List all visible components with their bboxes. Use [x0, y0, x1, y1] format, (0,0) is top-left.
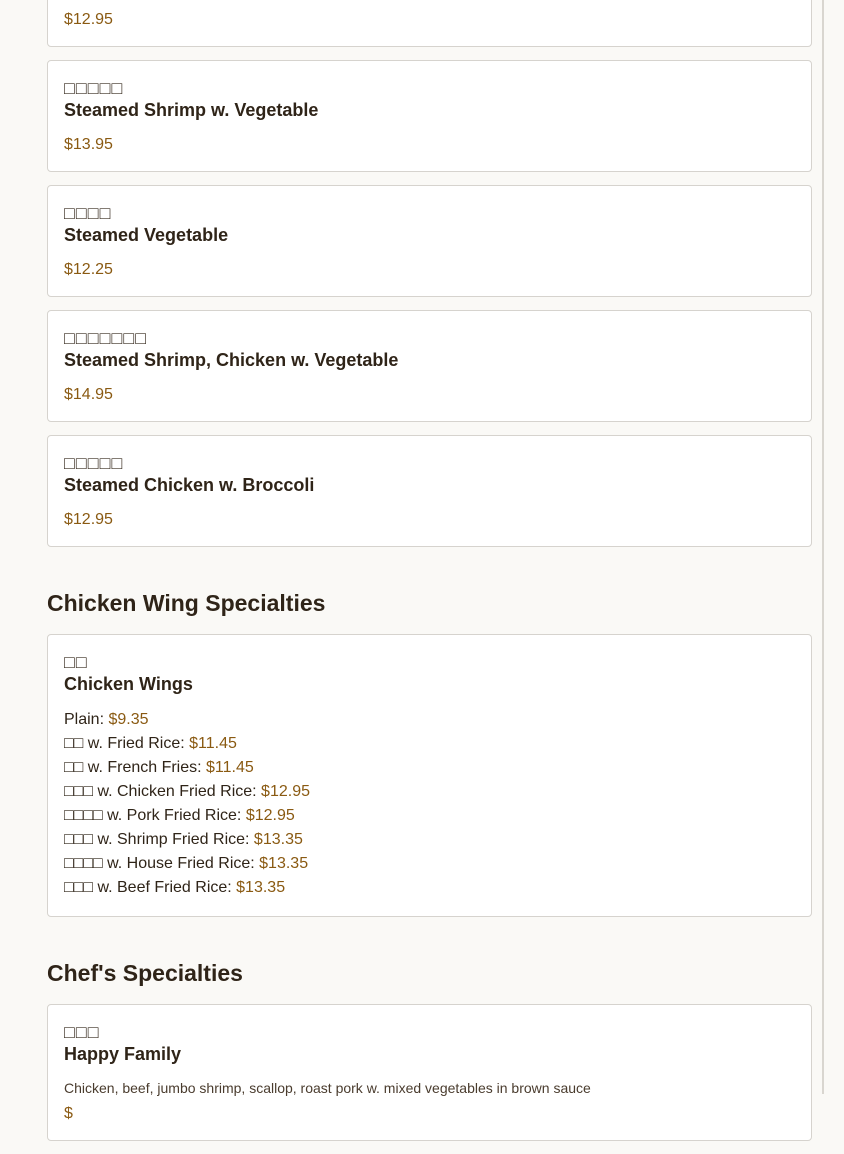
option-label: □□□ w. Chicken Fried Rice: [64, 783, 262, 800]
price-option [64, 876, 795, 900]
menu-item-card[interactable] [47, 310, 812, 422]
price-option [64, 852, 795, 876]
option-price: $11.45 [189, 735, 237, 752]
item-description: Chicken, beef, jumbo shrimp, scallop, roast pork w. mixed vegetables in brown sauce [64, 1080, 591, 1096]
item-chinese-name: □□□□□ [64, 78, 124, 98]
price-option [64, 780, 795, 804]
option-price: $13.35 [259, 855, 309, 872]
menu-item-card[interactable] [47, 1004, 812, 1141]
item-chinese-name: □□□□□□□ [64, 328, 148, 348]
option-price: $11.45 [206, 759, 254, 776]
item-name: Happy Family [64, 1044, 182, 1064]
price-options-list [64, 708, 795, 900]
option-price: $13.35 [253, 831, 303, 848]
section-title-chicken-wings: Chicken Wing Specialties [47, 590, 326, 616]
option-price: $12.95 [245, 807, 295, 824]
price-option [64, 804, 795, 828]
menu-item-card[interactable] [47, 634, 812, 917]
option-label: □□□□ w. Pork Fried Rice: [64, 807, 246, 824]
menu-content [47, 0, 812, 1154]
option-label: □□□ w. Beef Fried Rice: [64, 879, 237, 896]
item-chinese-name: □□□□ [64, 203, 112, 223]
option-price: $9.35 [108, 711, 149, 728]
scrollbar-track [822, 0, 824, 1094]
item-chinese-name: □□□ [64, 1022, 100, 1042]
section-title-chefs-specialties: Chef's Specialties [47, 960, 243, 986]
item-name: Chicken Wings [64, 674, 193, 694]
item-name: Steamed Shrimp w. Vegetable [64, 100, 319, 120]
item-price: $12.95 [64, 511, 113, 528]
option-label: □□□□ w. House Fried Rice: [64, 855, 260, 872]
menu-item-card[interactable] [47, 60, 812, 172]
item-price: $14.95 [64, 386, 113, 403]
item-name: Steamed Vegetable [64, 225, 229, 245]
item-chinese-name: □□□□□ [64, 453, 124, 473]
option-label: □□ w. Fried Rice: [64, 735, 190, 752]
item-name: Steamed Chicken w. Broccoli [64, 475, 315, 495]
option-label: Plain: [64, 711, 109, 728]
price-option [64, 756, 795, 780]
item-price: $12.25 [64, 261, 113, 278]
menu-item-card[interactable] [47, 435, 812, 547]
price-option [64, 828, 795, 852]
item-price: $ [64, 1105, 73, 1122]
option-price: $12.95 [261, 783, 310, 800]
item-price: $13.95 [64, 136, 113, 153]
price-option [64, 708, 795, 732]
menu-item-card[interactable] [47, 185, 812, 297]
item-chinese-name: □□ [64, 652, 88, 672]
price-option [64, 732, 795, 756]
menu-item-card[interactable] [47, 0, 812, 47]
item-price: $12.95 [64, 11, 113, 28]
option-label: □□□ w. Shrimp Fried Rice: [64, 831, 254, 848]
option-price: $13.35 [236, 879, 286, 896]
item-name: Steamed Shrimp, Chicken w. Vegetable [64, 350, 399, 370]
option-label: □□ w. French Fries: [64, 759, 207, 776]
